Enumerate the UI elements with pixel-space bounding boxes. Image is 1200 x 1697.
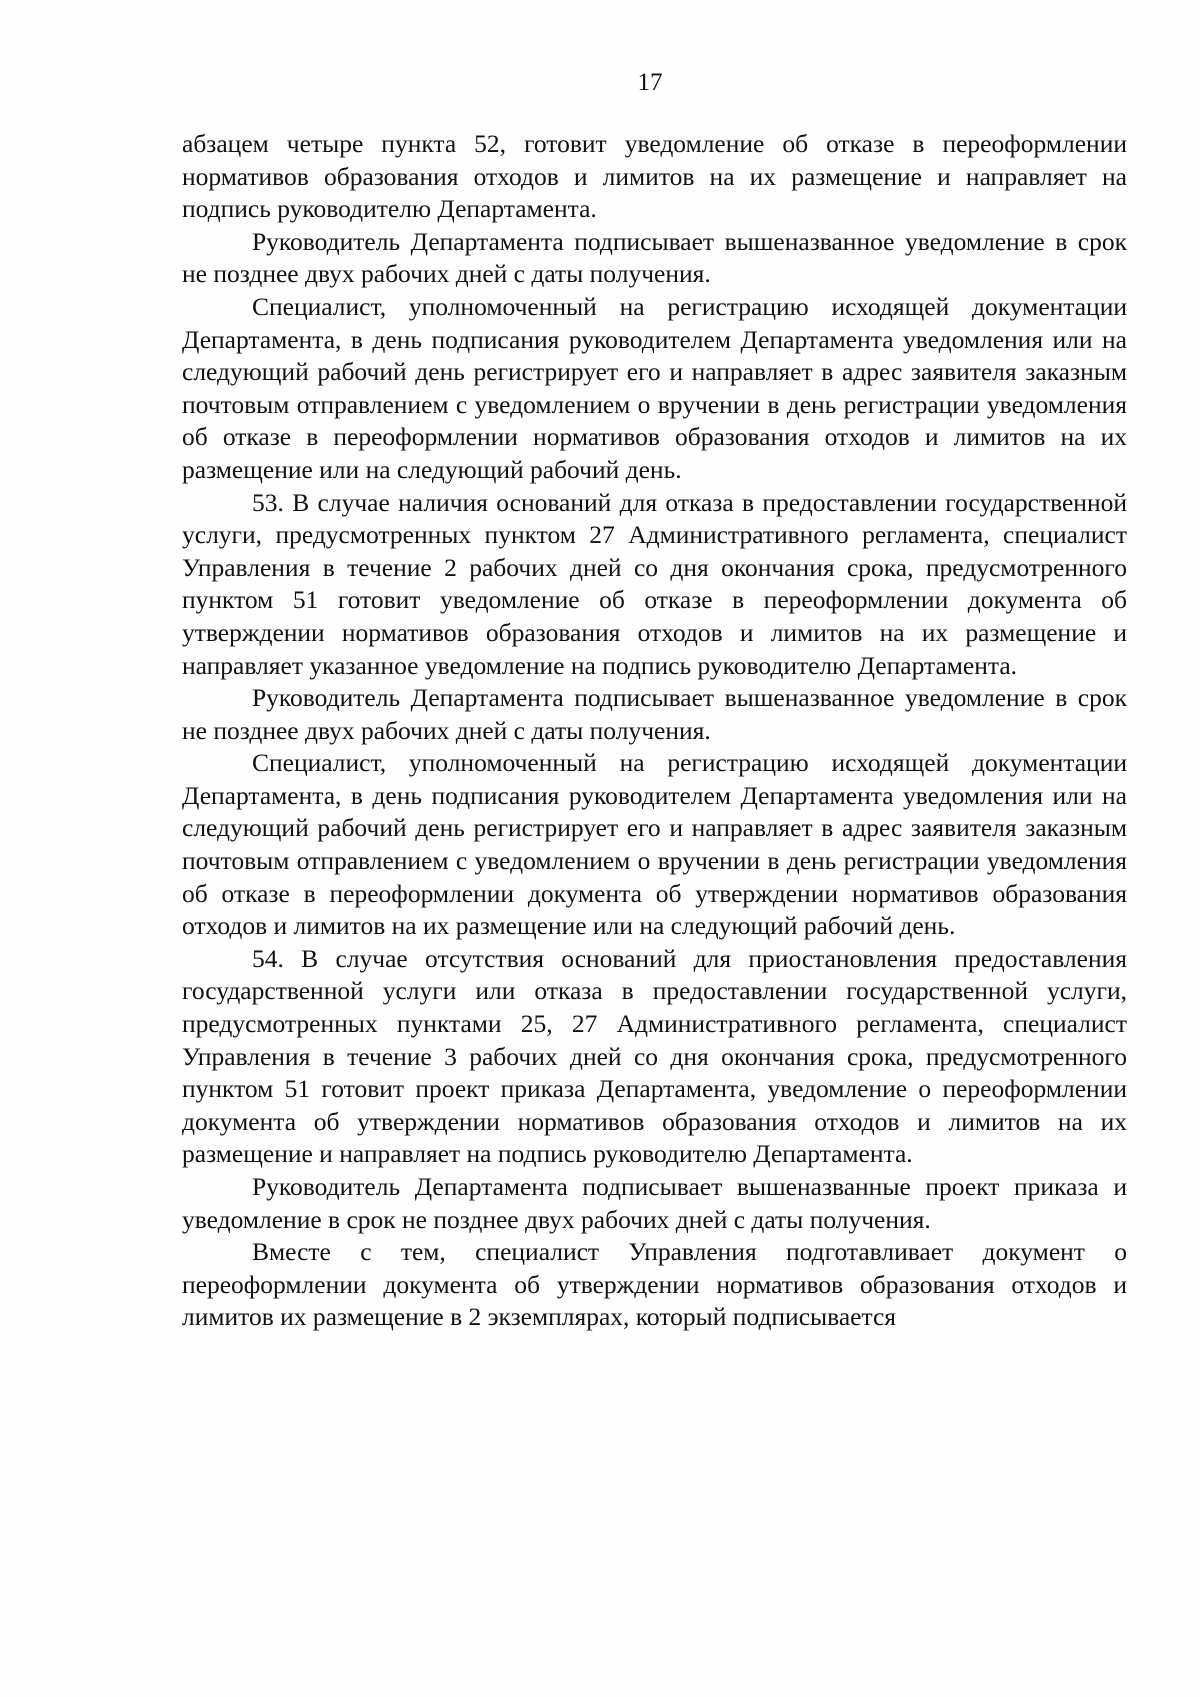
paragraph-6: Специалист, уполномоченный на регистрацию исходящей документации Департамента, в день подписания руководителем Департамента уведомления или на следующий рабочий день регистрирует его и направляет в адрес заявителя заказным почтовым отправлением с уведомлением о вручении в день регистрации уведомления об отказе в переоформлении документа об утверждении нормативов образования отходов и лимитов на их размещение или на следующий рабочий день. (182, 748, 1127, 941)
paragraph-1: абзацем четыре пункта 52, готовит уведомление об отказе в переоформлении нормативов образования отходов и лимитов на их размещение и направляет на подпись руководителю Департамента. (182, 129, 1127, 224)
page-number: 17 (637, 69, 663, 96)
paragraph-3: Специалист, уполномоченный на регистрацию исходящей документации Департамента, в день подписания руководителем Департамента уведомления или на следующий рабочий день регистрирует его и направляет в адрес заявителя заказным почтовым отправлением с уведомлением о вручении в день регистрации уведомления об отказе в переоформлении нормативов образования отходов и лимитов на их размещение или на следующий рабочий день. (182, 291, 1127, 484)
paragraph-8: Руководитель Департамента подписывает вышеназванные проект приказа и уведомление в срок не позднее двух рабочих дней с даты получения. (182, 1172, 1127, 1234)
paragraph-5: Руководитель Департамента подписывает вышеназванное уведомление в срок не позднее двух рабочих дней с даты получения. (182, 683, 1127, 745)
paragraph-2: Руководитель Департамента подписывает вышеназванное уведомление в срок не позднее двух рабочих дней с даты получения. (182, 226, 1127, 289)
paragraph-7: 54. В случае отсутствия оснований для приостановления предоставления государственной услуги или отказа в предоставлении государственной услуги, предусмотренных пунктами 25, 27 Административного регламента, специалист Управления в течение 3 рабочих дней со дня окончания срока, предусмотренного пунктом 51 готовит проект приказа Департамента, уведомление о переоформлении документа об утверждении нормативов образования отходов и лимитов на их размещение и направляет на подпись руководителю Департамента. (182, 943, 1127, 1169)
paragraph-4: 53. В случае наличия оснований для отказа в предоставлении государственной услуги, предусмотренных пунктом 27 Административного регламента, специалист Управления в течение 2 рабочих дней со дня окончания срока, предусмотренного пунктом 51 готовит уведомление об отказе в переоформлении документа об утверждении нормативов образования отходов и лимитов на их размещение и направляет указанное уведомление на подпись руководителю Департамента. (182, 487, 1127, 680)
document-body (182, 128, 1127, 1334)
paragraph-9: Вместе с тем, специалист Управления подготавливает документ о переоформлении документа об утверждении нормативов образования отходов и лимитов их размещение в 2 экземплярах, который подписывается (182, 1237, 1127, 1332)
